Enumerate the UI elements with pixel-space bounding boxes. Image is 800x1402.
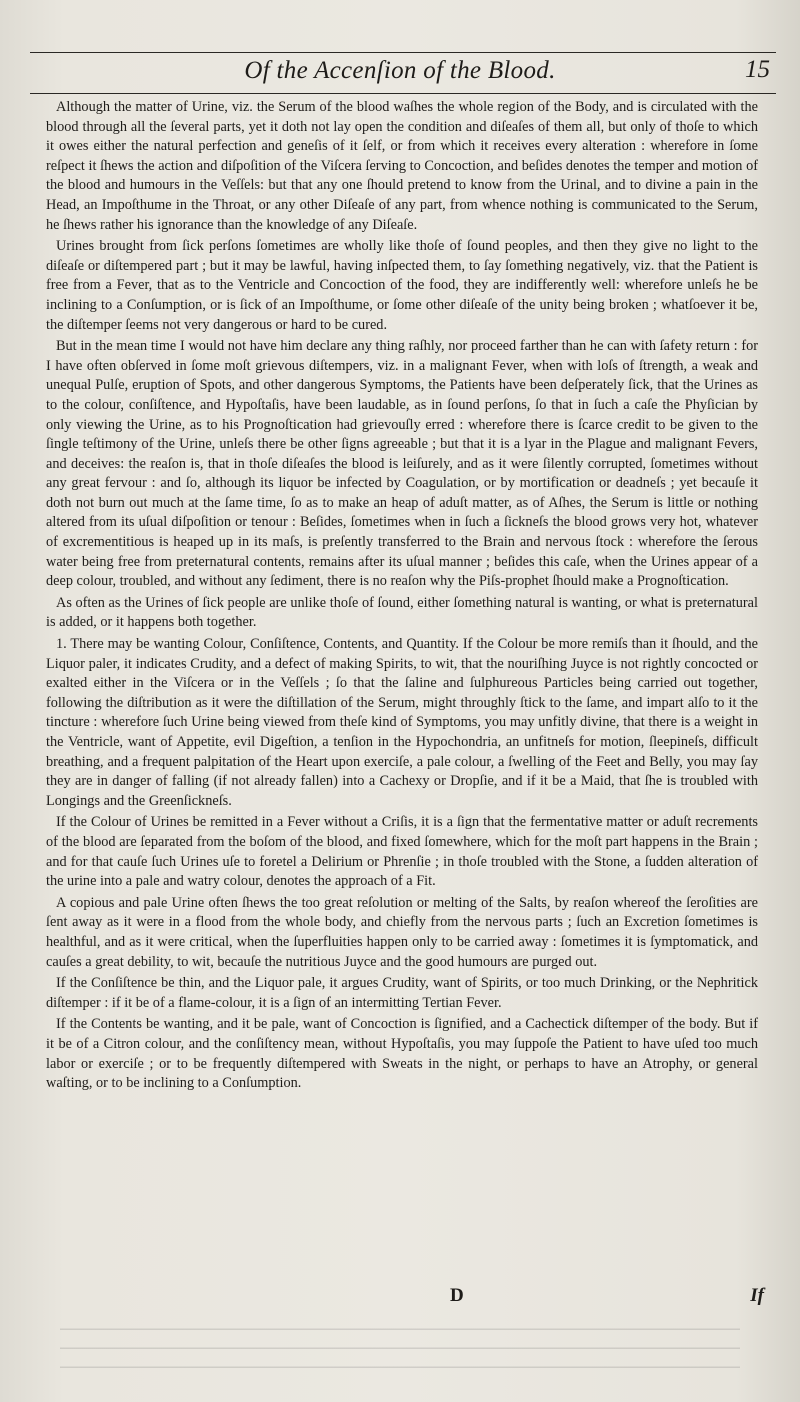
paragraph: As often as the Urines of ſick people are unlike thoſe of ſound, either ſomething natural is wanting, or what is preternatural is added, or it happens both together. (46, 594, 758, 631)
catchword: If (750, 1285, 764, 1306)
signature-mark: D (450, 1285, 464, 1306)
running-title: Of the Accenſion of the Blood. (244, 57, 556, 84)
paragraph: If the Colour of Urines be remitted in a Fever without a Criſis, it is a ſign that the fermentative matter or aduſt recrements of the blood are ſeparated from the boſom of the blood, and fixed ſomewhere, which for the moſt part happens in the Brain ; and for that cauſe ſuch Urines uſe to foretel a Delirium or Phrenſie ; in thoſe troubled with the Stone, a ſudden alteration of the urine into a pale and watry colour, denotes the approach of a Fit. (46, 814, 758, 890)
paragraph: 1. There may be wanting Colour, Conſiſtence, Contents, and Quantity. If the Colour be more remiſs than it ſhould, and the Liquor paler, it indicates Crudity, and a defect of making Spirits, to wit, that the nouriſhing Juyce is not rightly concocted or exalted either in the Viſcera or in the Veſſels ; ſo that the ſaline and ſulphureous Particles being carried out together, following the diſtribution as it were the diſtillation of the Serum, might throughly ſtick to the ſame, and impart alſo to it the tincture : wherefore ſuch Urine being viewed from theſe kind of Symptoms, you may unfitly divine, that there is a weight in the Ventricle, want of Appetite, evil Digeſtion, a tenſion in the Hypochondria, an unfitneſs for motion, ſleepineſs, difficult breathing, and a frequent palpitation of the Heart upon exerciſe, a pale colour, a ſwelling of the Feet and Belly, you may ſay they are in danger of falling (if not already fallen) into a Cachexy or Dropſie, and if it be a Maid, that ſhe is troubled with Longings and the Greenſickneſs. (46, 636, 758, 809)
page-number: 15 (745, 56, 770, 83)
paragraph: If the Contents be wanting, and it be pale, want of Concoction is ſignified, and a Cachectick diſtemper of the body. But if it be of a Citron colour, and the conſiſtency mean, without Hypoſtaſis, you may ſuppoſe the Patient to have uſed too much labor or exerciſe ; or to be frequently diſtempered with Sweats in the night, or perhaps to have an Atrophy, or general waſting, or to be inclining to a Conſumption. (46, 1016, 758, 1092)
page-footer (0, 1285, 800, 1315)
head-rule (30, 93, 776, 94)
paragraph: But in the mean time I would not have him declare any thing raſhly, nor proceed farther than he can with ſafety return : for I have often obſerved in ſome moſt grievous diſtempers, viz. in a malignant Fever, when with loſs of ſtrength, a weak and unequal Pulſe, eruption of Spots, and other dangerous Symptoms, the Patients have been deſperately ſick, that the Urines as to the colour, conſiſtence, and Hypoſtaſis, have been laudable, as in ſound perſons, ſo that in ſuch a caſe the Phyſician by only viewing the Urine, as to his Prognoſtication had grievouſly erred : wherefore there is ſcarce credit to be given to the ſingle teſtimony of the Urine, unleſs there be other ſigns agreeable ; but that it is a lyar in the Plague and malignant Fevers, and deceives: the reaſon is, that in thoſe diſeaſes the blood is leiſurely, and as it were ſilently corrupted, ſometimes without any great fervour : and ſo, although its liquor be infected by Coagulation, or by mortification or deadneſs ; yet becauſe it doth not burn out much at the ſame time, ſo as to make an heap of aduſt matter, as of Aſhes, the Serum is little or nothing altered from its uſual diſpoſition or tenour : Beſides, ſometimes when in ſuch a ſickneſs the blood grows very hot, whatever of excrementitious is heaped up in its maſs, is preſently transferred to the Brain and nervous ſtock : wherefore the ſerous water being free from preternatural contents, remains after its uſual manner ; beſides this caſe, when the Urines appear of a deep colour, troubled, and without any ſediment, there is no reaſon why the Piſs-prophet ſhould make a Prognoſtication. (46, 338, 758, 590)
paragraph: A copious and pale Urine often ſhews the too great reſolution or melting of the Salts, by reaſon whereof the ſeroſities are ſent away as it were in a flood from the whole body, and chiefly from the nervous parts ; ſuch an Excretion ſometimes is healthful, and as it were critical, when the ſuperfluities happen only to be carried away : ſometimes it is ſymptomatick, and cauſes a great debility, to wit, becauſe the nutritious Juyce and the good humours are purged out. (46, 894, 758, 970)
paragraph: Although the matter of Urine, viz. the Serum of the blood waſhes the whole region of the Body, and is circulated with the blood through all the ſeveral parts, yet it doth not lay open the condition and diſeaſes of them all, but only of thoſe to which it owes either the natural perfection and geneſis of it ſelf, or from which it receives every alteration : wherefore in ſome reſpect it ſhews the action and diſpoſition of the Viſcera ſerving to Concoction, and beſides denotes the temper and motion of the blood and humours in the Veſſels: but that any one ſhould pretend to know from the Urinal, and to divine a pain in the Head, an Impoſthume in the Throat, or any other Diſeaſe of any part, from whence nothing is communicated to the Serum, he ſhews rather his ignorance than the knowledge of any Diſeaſe. (46, 99, 758, 233)
paragraph: If the Conſiſtence be thin, and the Liquor pale, it argues Crudity, want of Spirits, or too much Drinking, or the Nephritick diſtemper : if it be of a flame-colour, it is a ſign of an intermitting Tertian Fever. (46, 975, 758, 1011)
paragraph: Urines brought from ſick perſons ſometimes are wholly like thoſe of ſound peoples, and then they give no light to the diſeaſe or diſtempered part ; but it may be lawful, having inſpected them, to ſay ſomething negatively, viz. that the Patient is free from a Fever, that as to the Ventricle and Concoction of the food, they are indifferently well: wherefore unleſs he be inclining to a Conſumption, or is ſick of an Impoſthume, or ſome other diſeaſe of the unity being broken ; whatſoever it be, the diſtemper ſeems not very dangerous or hard to be cured. (46, 238, 758, 333)
body-text (46, 98, 758, 1094)
top-rule (30, 52, 776, 53)
show-through-text (60, 1320, 740, 1380)
running-head (0, 54, 800, 90)
